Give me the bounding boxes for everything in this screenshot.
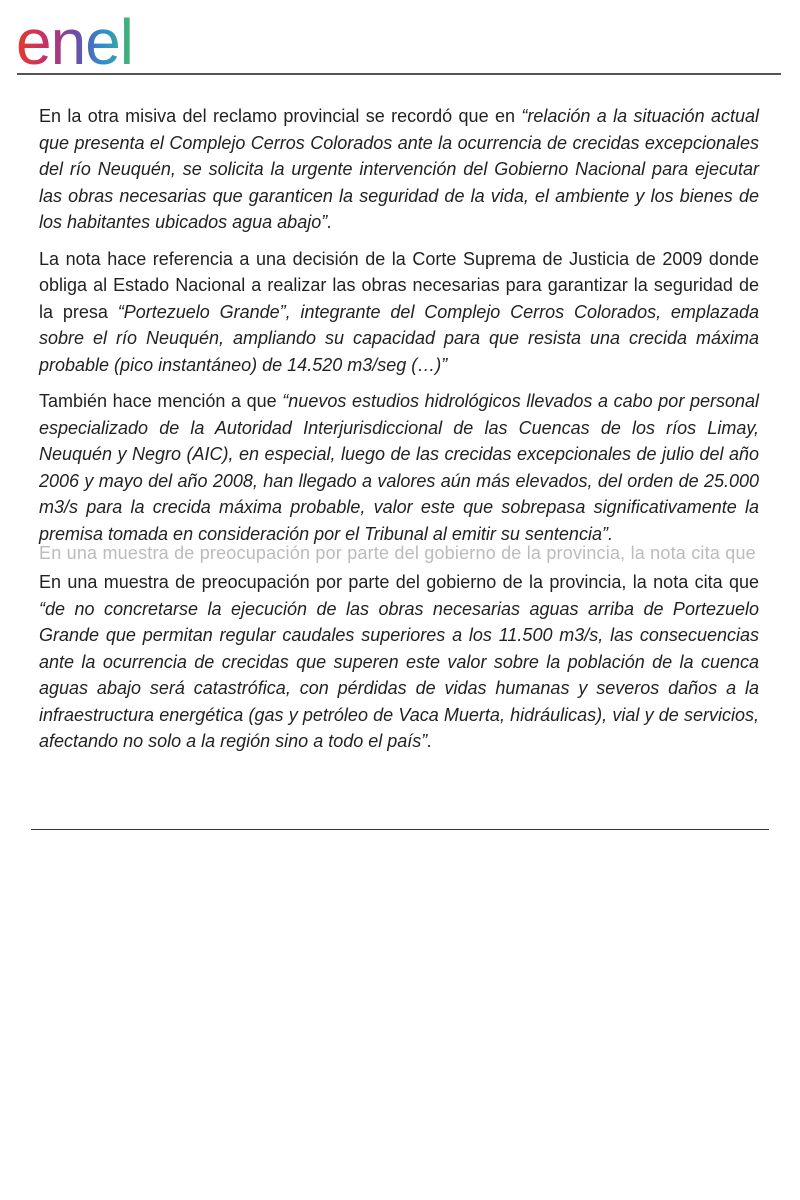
paragraph-3-text: También hace mención a que [39, 391, 283, 411]
scan-artifact-line [39, 543, 759, 565]
paragraph-4 [39, 569, 759, 755]
paragraph-3 [39, 388, 759, 547]
scan-artifact-text: En una muestra de preocupación por parte del gobierno de la provincia, la nota cita que [39, 543, 756, 563]
paragraph-4-text: En una muestra de preocupación por parte del gobierno de la provincia, la nota cita que [39, 572, 759, 592]
article-body [39, 103, 759, 765]
header-divider [17, 73, 781, 75]
footer-divider [31, 829, 769, 830]
page-header [0, 0, 800, 76]
paragraph-4-quote: “de no concretarse la ejecución de las obras necesarias aguas arriba de Portezuelo Grande que permitan regular caudales superiores a los 11.500 m3/s, las consecuencias ante la ocurrencia de crecidas que superen este valor sobre la población de la cuenca aguas abajo será catastrófica, con pérdidas de vidas humanas y severos daños a la infraestructura energética (gas y petróleo de Vaca Muerta, hidráulicas), vial y de servicios, afectando no solo a la región sino a todo el país”. [39, 598, 759, 751]
enel-logo [16, 6, 180, 78]
paragraph-1-quote: “relación a la situación actual que presenta el Complejo Cerros Colorados ante la ocurrencia de crecidas excepcionales del río Neuquén, se solicita la urgente intervención del Gobierno Nacional para ejecutar las obras necesarias que garanticen la seguridad de la vida, el ambiente y los bienes de los habitantes ubicados agua abajo”. [39, 106, 759, 232]
paragraph-2-quote: “Portezuelo Grande”, integrante del Complejo Cerros Colorados, emplazada sobre el río Neuquén, ampliando su capacidad para que resista una crecida máxima probable (pico instantáneo) de 14.520 m3/seg (…)” [39, 301, 759, 375]
logo-wordmark: enel [16, 6, 133, 78]
paragraph-2 [39, 246, 759, 379]
paragraph-3-quote: “nuevos estudios hidrológicos llevados a cabo por personal especializado de la Autoridad Interjurisdiccional de las Cuencas de los ríos Limay, Neuquén y Negro (AIC), en especial, luego de las crecidas excepcionales de julio del año 2006 y mayo del año 2008, han llegado a valores aún más elevados, del orden de 25.000 m3/s para la crecida máxima probable, valor este que sobrepasa significativamente la premisa tomada en consideración por el Tribunal al emitir su sentencia”. [39, 391, 759, 544]
paragraph-1-text: En la otra misiva del reclamo provincial se recordó que en [39, 106, 522, 126]
paragraph-2-text: La nota hace referencia a una decisión de la Corte Suprema de Justicia de 2009 donde obliga al Estado Nacional a realizar las obras necesarias para garantizar la seguridad de la presa [39, 248, 759, 322]
paragraph-1 [39, 103, 759, 236]
